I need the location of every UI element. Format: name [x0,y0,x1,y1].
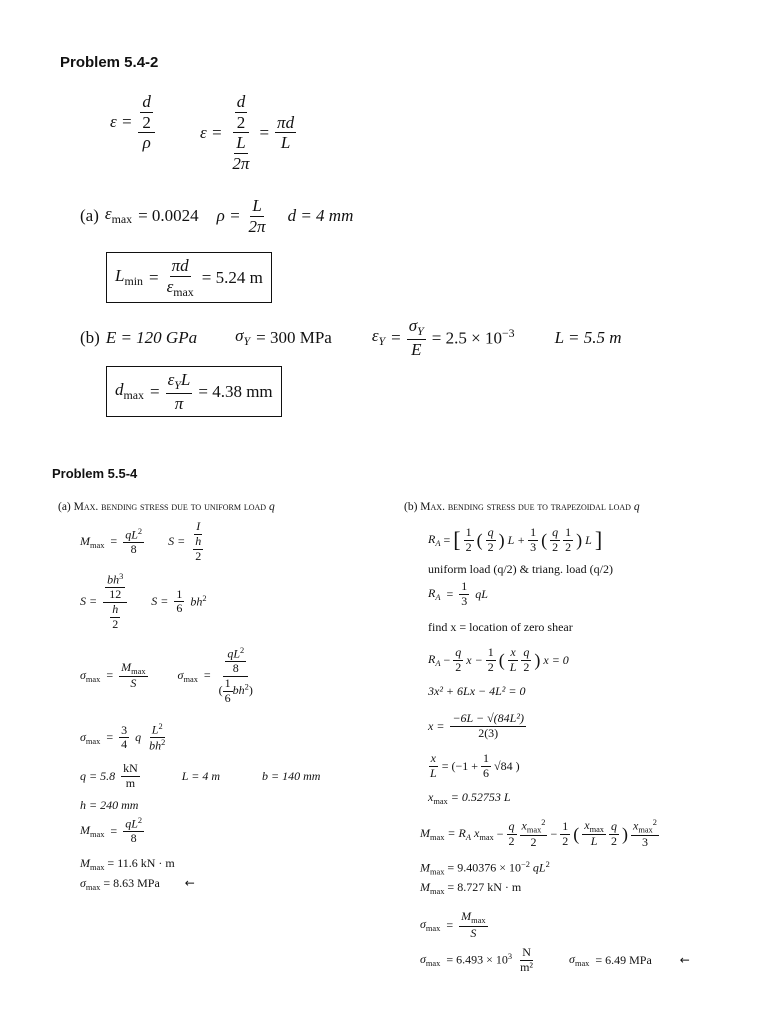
part-b-heading: (b) Max. bending stress due to trapezoidal load q [404,501,640,513]
section-modulus-eq: S = $\frac{\frac{bh^3}{12}}{\frac{h}{2}}$ S = $\frac{1}{6}$ $bh^2$ [80,572,207,631]
x-ratio-eq: $\frac{x}{L}$ = (−1 + $\frac{1}{6}$ √84 ) [430,751,520,780]
lmin-result-box: $L_{min}$ = $\frac{\pi d}{\varepsilon_{max}}$ = 5.24 m [106,252,272,303]
uniform-load-note: uniform load (q/2) & triang. load (q/2) [428,562,613,576]
problem-5-4-2-title: Problem 5.4-2 [60,54,159,71]
h-value: h = 240 mm [80,798,139,812]
stress-eq-1: $\sigma_{max}$ = $\frac{M_{max}}{S}$ $\sigma_{max}$ = $\frac{qL^2}{8}$ ( $\frac{1}{6}$ $bh^2$) [80,646,253,705]
part-b-givens: (b) E = 120 GPa $\sigma_Y$ = 300 MPa $\varepsilon_Y$ = $\frac{\sigma_Y}{E}$ = $2.5 \times 10^{-3}$ L = 5.5 m [80,316,622,359]
zero-shear-note: find x = location of zero shear [428,620,573,634]
moment-result-b: $M_{max} = 8.727$ kN · m [420,880,522,896]
reaction-eq-2: $R_A$ = $\frac{1}{3}$ qL [428,579,488,608]
x-solution-eq: x = $\frac{\text{−6L − √(84L²)}}{2(3)}$ [428,711,524,740]
zero-shear-eq: $R_A$ − $\frac{q}{2}$ x − $\frac{1}{2}$ ( $\frac{x}{L}$ $\frac{q}{2}$ ) x = 0 [428,645,569,674]
result-arrow-icon: ← [679,953,690,968]
given-values-row: q = 5.8 $\frac{kN}{m}$ L = 4 m b = 140 mm [80,761,321,790]
strain-eq-1: ε = $\frac{\frac{d}{2}}{\rho}$ [110,92,155,153]
xmax-result: $x_{max} = 0.52753$ L [428,790,511,806]
stress-result-a: $\sigma_{max} = 8.63$ MPa ← [80,876,195,892]
part-a-givens: (a) $\varepsilon_{max}$ = 0.0024 ρ = $\frac{L}{2\pi}$ d = 4 mm [80,196,354,236]
result-arrow-icon: ← [184,876,195,890]
problem-5-5-4-title: Problem 5.5-4 [52,466,138,481]
dmax-result-box: $d_{max}$ = $\frac{\varepsilon_YL}{\pi}$ = 4.38 mm [106,366,282,417]
stress-eq-2: $\sigma_{max}$ = $\frac{3}{4}$ q $\frac{L^2}{bh^2}$ [80,722,166,754]
stress-eq-right: $\sigma_{max}$ = $\frac{M_{max}}{S}$ [420,909,486,940]
stress-result-b: $\sigma_{max}$ = $6.493 \times 10^3$ $\frac{N}{\text{m²}}$ $\sigma_{max}$ = 6.49 MPa ← [420,945,690,974]
strain-eq-2: ε = $\frac{\frac{d}{2}}{\frac{L}{2\pi}}$ = $\frac{\pi d}{L}$ [200,92,295,173]
moment-eq-2: $M_{max}$ = $\frac{qL^2}{8}$ [80,816,143,846]
part-a-heading: (a) Max. bending stress due to uniform load q [58,501,275,513]
reaction-eq-1: $R_A$ = [ $\frac{1}{2}$ ( $\frac{q}{2}$ ) L + $\frac{1}{3}$ ( $\frac{q}{2}$ $\frac{1}{2}$ ) L ] [428,525,603,554]
moment-eq-trapezoid: $M_{max}$ = $R_A$ $x_{max}$ − $\frac{q}{2}$ $\frac{x_{max}^2}{2}$ − $\frac{1}{2}$ ( $\frac{x_{max}}{L}$ $\frac{q}{2}$ ) $\frac{x_{max}^2}{3}$ [420,817,657,850]
moment-eq-1: $M_{max}$ = $\frac{qL^2}{8}$ S = $\frac{I}{\frac{h}{2}}$ [80,519,202,563]
moment-result: $M_{max} = 11.6$ kN · m [80,856,175,872]
moment-coefficient-result: $M_{max} = 9.40376 \times 10^{-2}$ $qL^2$ [420,860,550,877]
quadratic-eq: 3x² + 6Lx − 4L² = 0 [428,684,526,698]
